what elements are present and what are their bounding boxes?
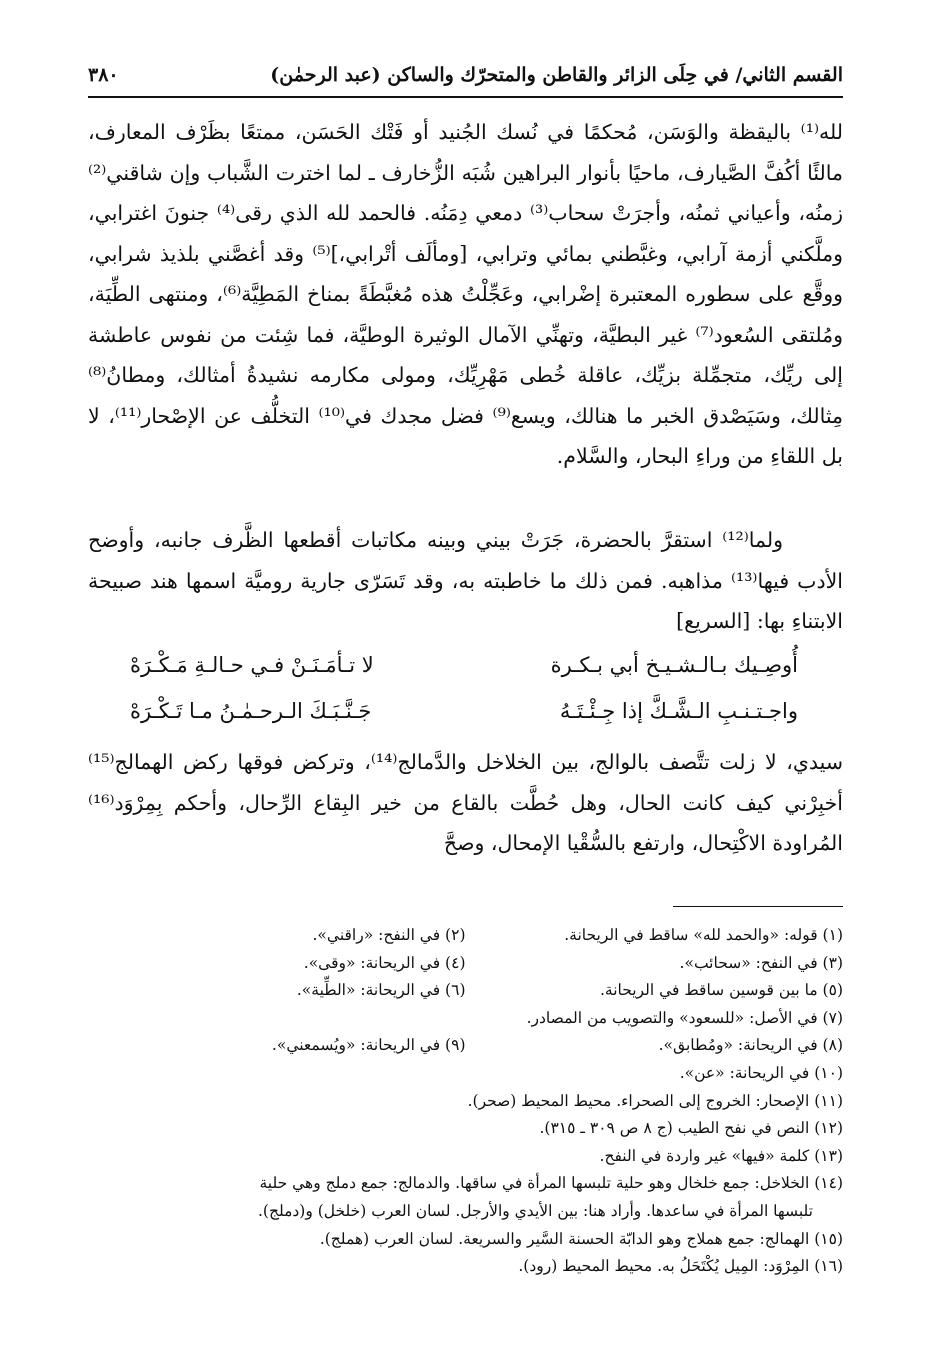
footnote-row [88, 1253, 843, 1281]
verse-1-first-hemistich: أُوصِـيك بـالـشـيـخ أبي بـكـرة [550, 653, 798, 677]
footnote-16: (١٦) المِرْوَد: المِيل يُكْتَحَلُ به. محيط المحيط (رود). [518, 1257, 843, 1276]
footnote-row [88, 1115, 843, 1143]
footnote-5: (٥) ما بين قوسين ساقط في الريحانة. [599, 981, 843, 1000]
paragraph-2 [88, 520, 843, 642]
page-number: ٣٨٠ [88, 64, 119, 86]
footnote-7: (٧) في الأصل: «للسعود» والتصويب من المصادر. [526, 1008, 843, 1027]
footnote-3: (٣) في النفح: «سحائب». [679, 953, 843, 972]
footnote-13: (١٣) كلمة «فيها» غير واردة في النفح. [599, 1146, 843, 1165]
paragraph-3 [88, 742, 843, 864]
verse-line-1 [130, 645, 798, 685]
verse-2-first-hemistich: واجـتـنـبِ الـشَّـكَّ إذا جِـئْـتَـهُ [559, 699, 798, 723]
footnote-row [88, 1032, 843, 1060]
footnote-8: (٨) في الريحانة: «ومُطابق». [658, 1036, 843, 1055]
footnote-row [88, 977, 843, 1005]
paragraph-1-text: لله⁽¹⁾ باليقظة والوَسَن، مُحكمًا في نُسك الجُنيد أو فَتْك الحَسَن، ممتعًا بظَرْف المعارف، مالئًا أكُفَّ الصَّيارف، ماحيًا بأنوار البراهين شُبَه الزُّخارف ـ لما اخترت الشَّباب وإن شاقني⁽²⁾ زمنُه، وأعياني ثمنُه، وأجرَتْ سحاب⁽³⁾ دمعي دِمَنُه. فالحمد لله الذي رقى⁽⁴⁾ جنونَ اغترابي، وملَّكني أزمة آرابي، وغبَّطني بمائي وترابي، [ومألَف أتْرابي،]⁽⁵⁾ وقد أغصَّني بلذيذ شرابي، ووقَّع على سطوره المعتبرة إضْرابي، وعَجِّلْتُ هذه مُغبَّطَةً بمناخ المَطِيَّة⁽⁶⁾، ومنتهى الطِّيَة، ومُلتقى السُعود⁽⁷⁾ غير البطيَّة، وتهنِّي الآمال الوثيرة الوطيَّة، فما شِئت من نفوس عاطشة إلى ريِّك، متجمِّلة بزيِّك، عاقلة خُطى مَهْرِيِّك، ومولى مكارمه نشيدةُ أمثالك، ومطانُ⁽⁸⁾ مِثالك، وسَيَصْدق الخبر ما هنالك، ويسع⁽⁹⁾ فضل مجدك في⁽¹⁰⁾ التخلُّف عن الإصْحار⁽¹¹⁾، لا بل اللقاءِ من وراءِ البحار، والسَّلام. [88, 120, 844, 468]
footnote-9: (٩) في الريحانة: «ويُسمعني». [271, 1036, 466, 1055]
footnote-row [88, 1170, 843, 1198]
footnote-row [88, 1198, 843, 1226]
footnote-10: (١٠) في الريحانة: «عن». [679, 1063, 843, 1082]
footnote-12: (١٢) النص في نفح الطيب (ج ٨ ص ٣٠٩ ـ ٣١٥). [539, 1119, 843, 1138]
verse-line-2 [130, 691, 798, 731]
footnote-row [88, 1005, 843, 1033]
page-header [88, 58, 843, 92]
verse-2-second-hemistich: جَـنَّـبَـكَ الـرحـمٰـنُ مـا تَـكْـرَهْ [130, 699, 372, 723]
footnote-row [88, 1143, 843, 1171]
footnote-2: (٢) في النفح: «راقني». [312, 926, 466, 944]
footnote-row [88, 950, 843, 978]
footnote-4: (٤) في الريحانة: «وقى». [303, 953, 466, 972]
footnote-1: (١) قوله: «والحمد لله» ساقط في الريحانة. [564, 926, 843, 944]
footnote-row [88, 1088, 843, 1116]
footnote-14: (١٤) الخلاخل: جمع خلخال وهو حلية تلبسها المرأة في ساقها. والدمالج: جمع دملج وهي حلية [259, 1174, 843, 1193]
footnote-11: (١١) الإصحار: الخروج إلى الصحراء. محيط المحيط (صحر). [467, 1091, 843, 1110]
footnote-row [88, 1226, 843, 1254]
running-title: القسم الثاني/ في حِلَى الزائر والقاطن والمتحرّك والساكن (عبد الرحمٰن) [270, 64, 843, 86]
paragraph-3-text: سيدي، لا زلت تتَّصف بالوالج، بين الخلاخل والدَّمالج⁽¹⁴⁾، وتركض فوقها ركض الهمالج⁽¹⁵⁾ أخبِرْني كيف كانت الحال، وهل حُطَّت بالقاع من خير البِقاع الرِّحال، وأحكم بِمِرْوَد⁽¹⁶⁾ المُراودة الاكْتِحال، وارتفع بالسُّقْيا الإمحال، وصحَّ [88, 750, 844, 855]
paragraph-1 [88, 112, 843, 477]
header-rule [88, 96, 843, 98]
footnote-15: (١٥) الهمالج: جمع هملاج وهو الدابّة الحسنة السَّير والسريعة. لسان العرب (هملج). [319, 1229, 843, 1248]
footnote-row [88, 922, 843, 950]
footnote-6: (٦) في الريحانة: «الطِّية». [296, 981, 466, 1000]
verse-1-second-hemistich: لا تـأمَـنَـنْ فـي حـالـةِ مَـكْـرَهْ [130, 653, 374, 677]
footnote-14-continued: تلبسها المرأة في ساعدها. وأراد هنا: بين الأيدي والأرجل. لسان العرب (خلخل) و(دملج). [257, 1201, 813, 1220]
footnote-row [88, 1060, 843, 1088]
paragraph-2-text: ولما⁽¹²⁾ استقرَّ بالحضرة، جَرَتْ بيني وبينه مكاتبات أقطعها الظَّرف جانبه، وأوضح الأدب فيها⁽¹³⁾ مذاهبه. فمن ذلك ما خاطبته به، وقد تَسَرّى جارية روميَّة اسمها هند صبيحة الابتناءِ بها: [السريع] [88, 528, 843, 633]
footnotes [88, 922, 843, 1281]
footnote-rule [673, 906, 843, 907]
